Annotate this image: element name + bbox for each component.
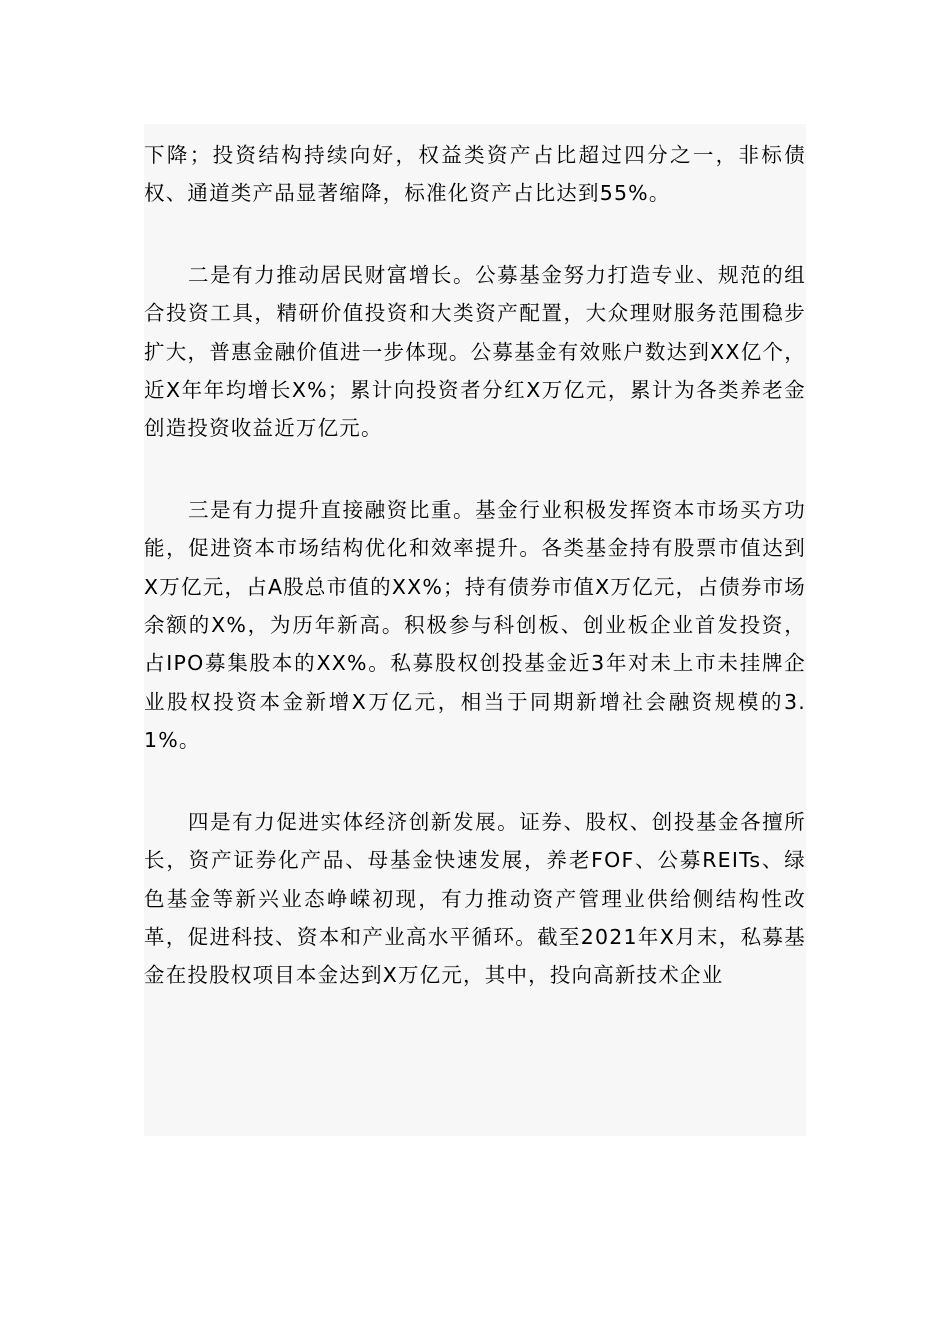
paragraph-gap bbox=[144, 448, 806, 491]
document-body bbox=[144, 124, 806, 1136]
paragraph-continued: 下降；投资结构持续向好，权益类资产占比超过四分之一，非标债权、通道类产品显著缩降，标准化资产占比达到55%。 bbox=[144, 143, 806, 206]
paragraph-direct-financing: 三是有力提升直接融资比重。基金行业积极发挥资本市场买方功能，促进资本市场结构优化和效率提升。各类基金持有股票市值达到X万亿元，占A股总市值的XX%；持有债券市值X万亿元，占债券市场余额的X%，为历年新高。积极参与科创板、创业板企业首发投资，占IPO募集股本的XX%。私募股权创投基金近3年对未上市未挂牌企业股权投资本金新增X万亿元，相当于同期新增社会融资规模的3.1%。 bbox=[144, 497, 806, 753]
paragraph-real-economy: 四是有力促进实体经济创新发展。证券、股权、创投基金各擅所长，资产证券化产品、母基金快速发展，养老FOF、公募REITs、绿色基金等新兴业态峥嵘初现，有力推动资产管理业供给侧结构性改革，促进科技、资本和产业高水平循环。截至2021年X月末，私募基金在投股权项目本金达到X万亿元，其中，投向高新技术企业 bbox=[144, 809, 806, 988]
paragraph-gap bbox=[144, 760, 806, 803]
paragraph-wealth-growth: 二是有力推动居民财富增长。公募基金努力打造专业、规范的组合投资工具，精研价值投资和大类资产配置，大众理财服务范围稳步扩大，普惠金融价值进一步体现。公募基金有效账户数达到XX亿个，近X年年均增长X%；累计向投资者分红X万亿元，累计为各类养老金创造投资收益近万亿元。 bbox=[144, 262, 806, 441]
paragraph-gap bbox=[144, 213, 806, 256]
